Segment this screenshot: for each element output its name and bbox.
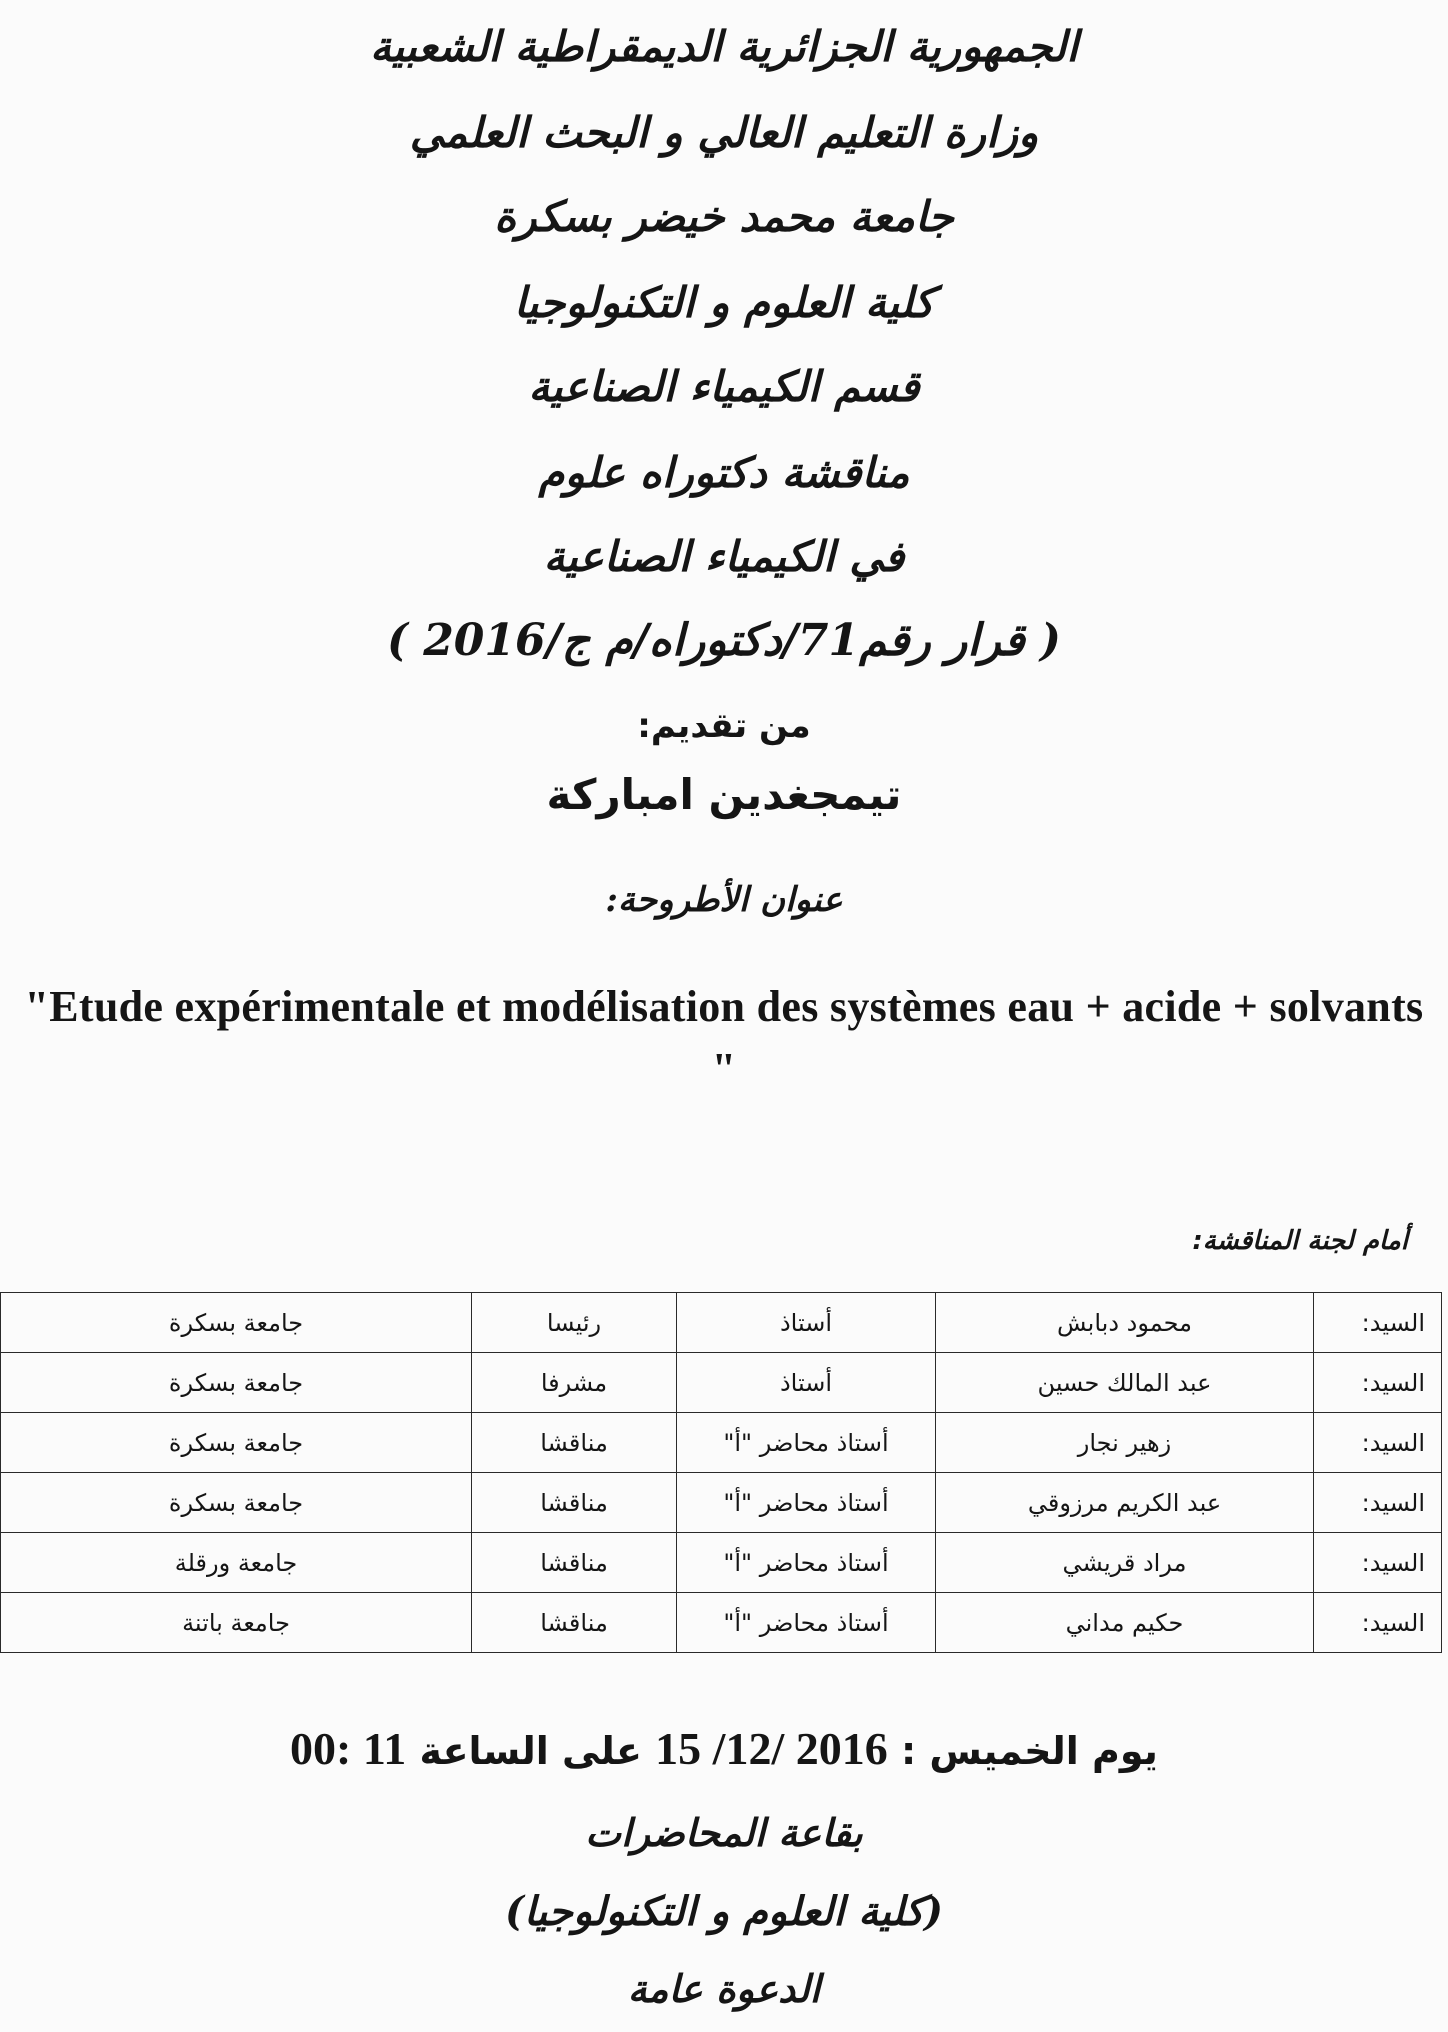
table-row (1, 1413, 1442, 1473)
jury-name-cell: محمود دبابش (936, 1293, 1314, 1353)
defense-datetime (0, 1722, 1448, 1775)
jury-rank-cell: أستاذ محاضر "أ" (677, 1473, 936, 1533)
decision-reference: ( قرار رقم71/دكتوراه/م ج/2016 ) (387, 615, 1061, 666)
republic-title: الجمهورية الجزائرية الديمقراطية الشعبية (369, 22, 1078, 71)
table-row (1, 1353, 1442, 1413)
candidate-name: تيمجغدين امباركة (546, 770, 902, 819)
jury-role-cell: مناقشا (472, 1413, 677, 1473)
jury-role-cell: رئيسا (472, 1293, 677, 1353)
table-row (1, 1533, 1442, 1593)
table-row (1, 1293, 1442, 1353)
jury-title-cell: السيد: (1314, 1593, 1442, 1653)
time-label: على الساعة (419, 1729, 642, 1773)
jury-name-cell: عبد المالك حسين (936, 1353, 1314, 1413)
jury-title-cell: السيد: (1314, 1353, 1442, 1413)
defense-date: 15 /12/ 2016 (655, 1723, 888, 1774)
ministry-title: وزارة التعليم العالي و البحث العلمي (409, 108, 1039, 157)
defense-time: 00: 11 (290, 1723, 407, 1774)
jury-name-cell: حكيم مداني (936, 1593, 1314, 1653)
jury-university-cell: جامعة بسكرة (1, 1353, 472, 1413)
jury-name-cell: زهير نجار (936, 1413, 1314, 1473)
jury-title-cell: السيد: (1314, 1413, 1442, 1473)
jury-name-cell: مراد قريشي (936, 1533, 1314, 1593)
jury-university-cell: جامعة بسكرة (1, 1293, 472, 1353)
jury-university-cell: جامعة ورقلة (1, 1533, 472, 1593)
jury-label: أمام لجنة المناقشة: (1192, 1226, 1408, 1256)
defense-type: مناقشة دكتوراه علوم (538, 448, 910, 497)
jury-role-cell: مناقشا (472, 1593, 677, 1653)
jury-table (0, 1292, 1442, 1653)
jury-role-cell: مناقشا (472, 1533, 677, 1593)
jury-name-cell: عبد الكريم مرزوقي (936, 1473, 1314, 1533)
table-row (1, 1593, 1442, 1653)
jury-university-cell: جامعة بسكرة (1, 1473, 472, 1533)
venue-hall: بقاعة المحاضرات (585, 1810, 863, 1855)
jury-university-cell: جامعة بسكرة (1, 1413, 472, 1473)
venue-faculty: (كلية العلوم و التكنولوجيا) (504, 1888, 944, 1935)
jury-role-cell: مشرفا (472, 1353, 677, 1413)
jury-rank-cell: أستاذ (677, 1293, 936, 1353)
day-label: يوم الخميس : (900, 1729, 1158, 1773)
department-title: قسم الكيمياء الصناعية (528, 362, 920, 411)
jury-title-cell: السيد: (1314, 1533, 1442, 1593)
jury-rank-cell: أستاذ (677, 1353, 936, 1413)
thesis-title: "Etude expérimentale et modélisation des systèmes eau + acide + solvants " (24, 982, 1424, 1093)
jury-university-cell: جامعة باتنة (1, 1593, 472, 1653)
presenter-label: من تقديم: (637, 706, 811, 746)
jury-title-cell: السيد: (1314, 1473, 1442, 1533)
jury-rank-cell: أستاذ محاضر "أ" (677, 1593, 936, 1653)
jury-role-cell: مناقشا (472, 1473, 677, 1533)
public-invitation: الدعوة عامة (627, 1966, 821, 2011)
specialty: في الكيمياء الصناعية (543, 532, 905, 581)
jury-rank-cell: أستاذ محاضر "أ" (677, 1533, 936, 1593)
faculty-title: كلية العلوم و التكنولوجيا (513, 278, 935, 327)
jury-title-cell: السيد: (1314, 1293, 1442, 1353)
thesis-label: عنوان الأطروحة: (605, 880, 843, 920)
table-row (1, 1473, 1442, 1533)
university-title: جامعة محمد خيضر بسكرة (494, 192, 954, 241)
jury-rank-cell: أستاذ محاضر "أ" (677, 1413, 936, 1473)
